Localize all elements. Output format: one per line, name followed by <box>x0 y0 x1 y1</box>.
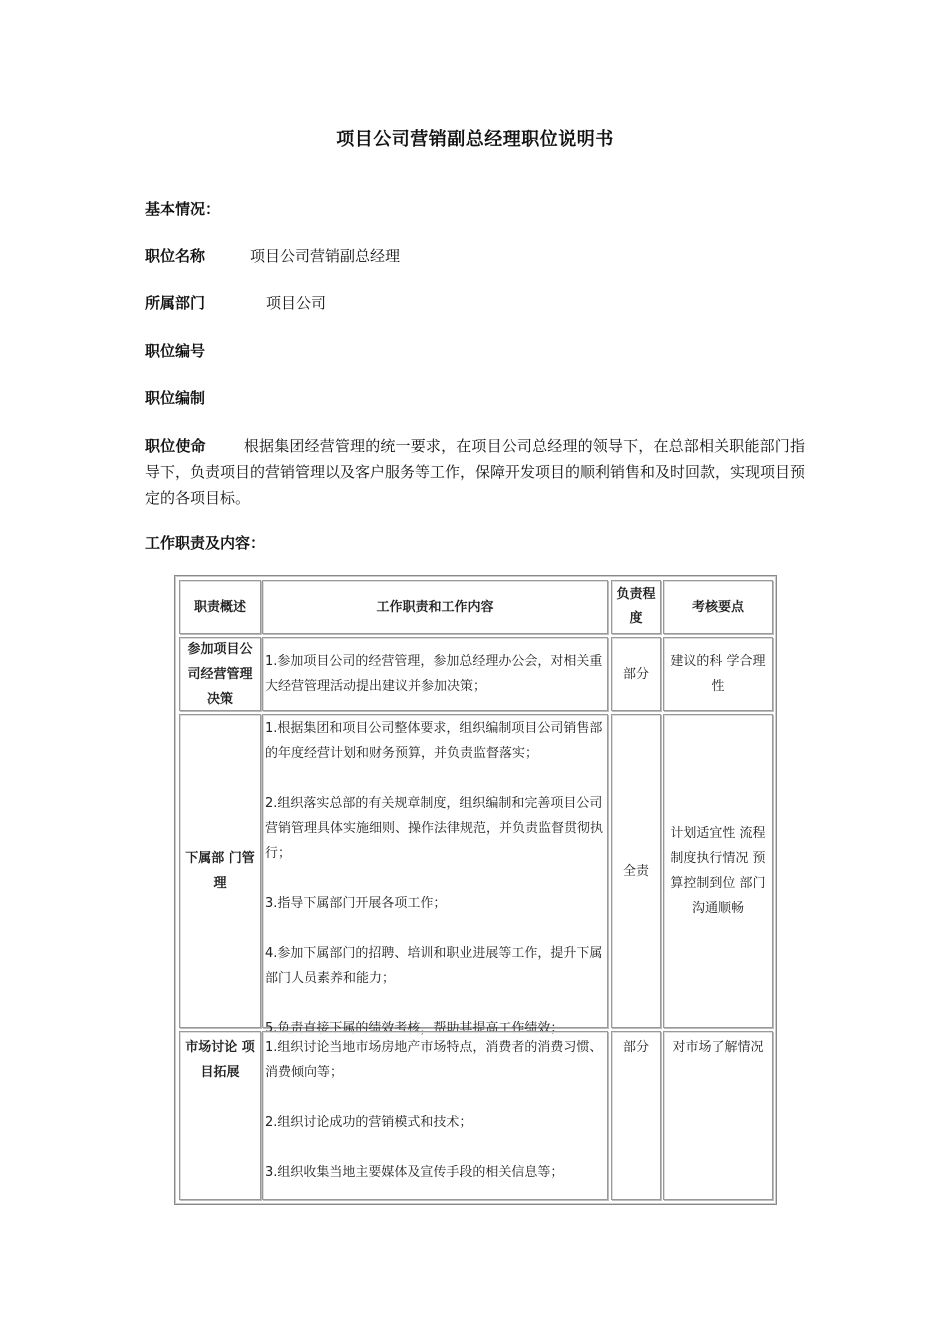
mission-value: 根据集团经营管理的统一要求，在项目公司总经理的领导下，在总部相关职能部门指导下，负责项目的营销管理以及客户服务等工作，保障开发项目的顺利销售和及时回款，实现项目预定的各项目标。 <box>145 437 806 507</box>
row2-content-item: 4.参加下属部门的招聘、培训和职业进展等工作，提升下属部门人员素养和能力； <box>265 946 603 986</box>
header-summary: 职责概述 <box>179 580 261 634</box>
field-position-name <box>145 244 401 268</box>
field-department <box>145 291 327 315</box>
row2-assessment <box>663 714 773 1028</box>
row1-level-text: 部分 <box>622 666 649 682</box>
row1-level <box>611 637 661 711</box>
row3-content-item: 3.组织收集当地主要媒体及宣传手段的相关信息等； <box>265 1165 564 1180</box>
document-title: 项目公司营销副总经理职位说明书 <box>336 129 614 150</box>
position-staffing-label: 职位编制 <box>145 389 206 407</box>
row1-summary <box>179 637 261 711</box>
position-name-label: 职位名称 <box>145 247 206 265</box>
row2-content <box>262 714 608 1036</box>
row2-content-item: 2.组织落实总部的有关规章制度，组织编制和完善项目公司营销管理具体实施细则、操作法律规范，并负责监督贯彻执行； <box>265 796 604 861</box>
row1-content-item: 1.参加项目公司的经营管理，参加总经理办公会，对相关重大经营管理活动提出建议并参加决策； <box>265 654 603 694</box>
row1-assessment <box>663 637 773 711</box>
row3-summary-text: 市场讨论 项目拓展 <box>185 1040 255 1080</box>
row2-level-text: 全责 <box>622 863 649 879</box>
duties-table <box>174 575 777 1205</box>
department-label: 所属部门 <box>145 294 206 312</box>
row2-content-item: 5.负责直接下属的绩效考核，帮助其提高工作绩效； <box>265 1021 564 1036</box>
row3-assessment-text: 对市场了解情况 <box>672 1040 764 1055</box>
row2-summary <box>179 714 261 1028</box>
duties-heading: 工作职责及内容： <box>145 534 266 552</box>
row2-content-item: 1.根据集团和项目公司整体要求，组织编制项目公司销售部的年度经营计划和财务预算，并负责监督落实； <box>265 721 603 761</box>
row3-content-item: 2.组织讨论成功的营销模式和技术； <box>265 1115 473 1130</box>
row3-level <box>611 1031 661 1200</box>
row3-level-text: 部分 <box>622 1040 649 1055</box>
row3-summary <box>179 1031 261 1200</box>
department-value: 项目公司 <box>266 294 327 312</box>
row1-summary-text: 参加项目公司经营管理决策 <box>187 641 253 707</box>
header-assessment: 考核要点 <box>663 580 773 634</box>
position-name-value: 项目公司营销副总经理 <box>250 247 401 265</box>
row2-level <box>611 714 661 1028</box>
row1-assessment-text: 建议的科 学合理性 <box>670 654 766 694</box>
row3-content-item: 1.组织讨论当地市场房地产市场特点，消费者的消费习惯、消费倾向等； <box>265 1040 603 1080</box>
row1-content <box>262 637 608 711</box>
row2-summary-text: 下属部 门管理 <box>185 851 255 891</box>
row3-content <box>262 1031 608 1200</box>
header-content: 工作职责和工作内容 <box>262 580 608 634</box>
row2-assessment-text: 计划适宜性 流程制度执行情况 预算控制到位 部门沟通顺畅 <box>670 826 766 916</box>
header-level: 负责程度 <box>611 580 661 634</box>
position-code-label: 职位编号 <box>145 342 206 360</box>
basic-info-heading: 基本情况： <box>145 200 221 218</box>
row3-assessment <box>663 1031 773 1200</box>
row2-content-item: 3.指导下属部门开展各项工作； <box>265 896 447 911</box>
field-mission <box>145 433 805 511</box>
mission-label: 职位使命 <box>145 437 206 455</box>
